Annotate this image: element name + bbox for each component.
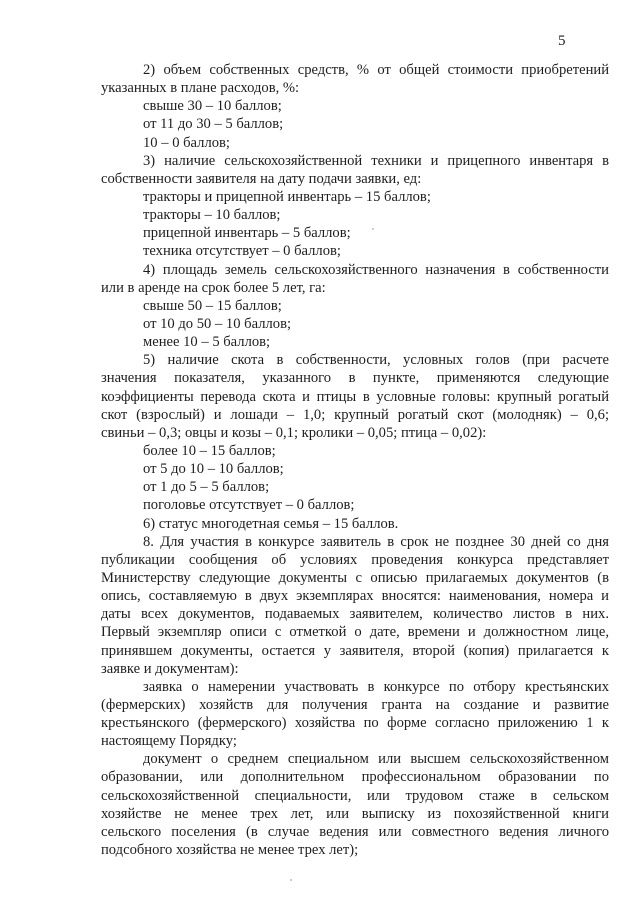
text-line: или в аренде на срок более 5 лет, га: [101, 279, 326, 296]
text-line: 2) объем собственных средств, % от общей стоимости приобретений [143, 62, 609, 78]
list-item-line: от 5 до 10 – 10 баллов; [143, 461, 284, 478]
text-line: заявке и документам): [101, 660, 239, 677]
text-line: публикации сообщения об условиях проведения конкурса представляет [101, 551, 609, 568]
text-line: 3) наличие сельскохозяйственной техники и прицепного инвентаря в [143, 152, 609, 169]
text-line: собственности заявителя на дату подачи заявки, ед: [101, 170, 422, 187]
list-item-line: от 1 до 5 – 5 баллов; [143, 479, 270, 496]
text-line: коэффициенты перевода скота и птицы в условные головы: крупный рогатый [101, 388, 609, 405]
document-body [0, 61, 640, 859]
text-line: настоящему Порядку; [101, 733, 237, 750]
text-line: образовании, или дополнительном профессиональном образовании по [101, 769, 609, 786]
text-line: Министерству следующие документы с описью прилагаемых документов (в [101, 569, 609, 586]
text-line: 4) площадь земель сельскохозяйственного назначения в собственности [143, 261, 609, 278]
list-item-line: 6) статус многодетная семья – 15 баллов. [143, 515, 399, 532]
text-line: значения показателя, указанного в пункте, применяются следующие [101, 370, 609, 387]
list-item-line: тракторы и прицепной инвентарь – 15 баллов; [143, 188, 431, 205]
list-item-line: менее 10 – 5 баллов; [143, 334, 271, 351]
text-line: указанных в плане расходов, %: [101, 80, 300, 97]
list-item-line: поголовье отсутствует – 0 баллов; [143, 497, 355, 514]
text-line: скот (взрослый) и лошади – 1,0; крупный рогатый скот (молодняк) – 0,6; [101, 406, 609, 423]
text-line: хозяйстве не менее трех лет, или выписку из похозяйственной книги [101, 805, 609, 822]
text-line: (фермерских) хозяйств для получения гранта на создание и развитие [101, 696, 609, 713]
text-line: сельскохозяйственной специальности, или трудовом стаже в сельском [101, 787, 609, 804]
list-item-line: 10 – 0 баллов; [143, 134, 230, 151]
page-number: 5 [558, 33, 566, 49]
text-line: сельского поселения (в случае ведения или совместного ведения личного [101, 823, 609, 840]
list-item-line: свыше 50 – 15 баллов; [143, 297, 282, 314]
list-item-line: прицепной инвентарь – 5 баллов; [143, 225, 351, 242]
text-line: документ о среднем специальном или высшем сельскохозяйственном [143, 751, 609, 768]
text-line: Первый экземпляр описи с отметкой о дате, времени и должностном лице, [101, 624, 609, 641]
text-line: 8. Для участия в конкурсе заявитель в срок не позднее 30 дней со дня [143, 533, 609, 550]
list-item-line: техника отсутствует – 0 баллов; [143, 243, 341, 260]
list-item-line: от 11 до 30 – 5 баллов; [143, 116, 284, 133]
list-item-line: свыше 30 – 10 баллов; [143, 98, 282, 115]
text-line: заявка о намерении участвовать в конкурсе по отбору крестьянских [143, 678, 609, 695]
text-line: свиньи – 0,3; овцы и козы – 0,1; кролики – 0,05; птица – 0,02): [101, 424, 487, 441]
text-line: 5) наличие скота в собственности, условных голов (при расчете [143, 352, 609, 369]
list-item-line: тракторы – 10 баллов; [143, 207, 281, 224]
text-line: крестьянского (фермерского) хозяйства по форме согласно приложению 1 к [101, 715, 609, 732]
scan-speck [372, 228, 374, 230]
text-line: подсобного хозяйства не менее трех лет); [101, 842, 359, 859]
text-line: опись, составляемую в двух экземплярах вносятся: наименования, номера и [101, 588, 609, 605]
text-line: принявшем документы, остается у заявителя, второй (копия) прилагается к [101, 642, 609, 659]
list-item-line: более 10 – 15 баллов; [143, 442, 276, 459]
list-item-line: от 10 до 50 – 10 баллов; [143, 315, 292, 332]
scan-speck [290, 879, 292, 881]
text-line: даты всех документов, подаваемых заявителем, количество листов в них. [101, 606, 609, 623]
